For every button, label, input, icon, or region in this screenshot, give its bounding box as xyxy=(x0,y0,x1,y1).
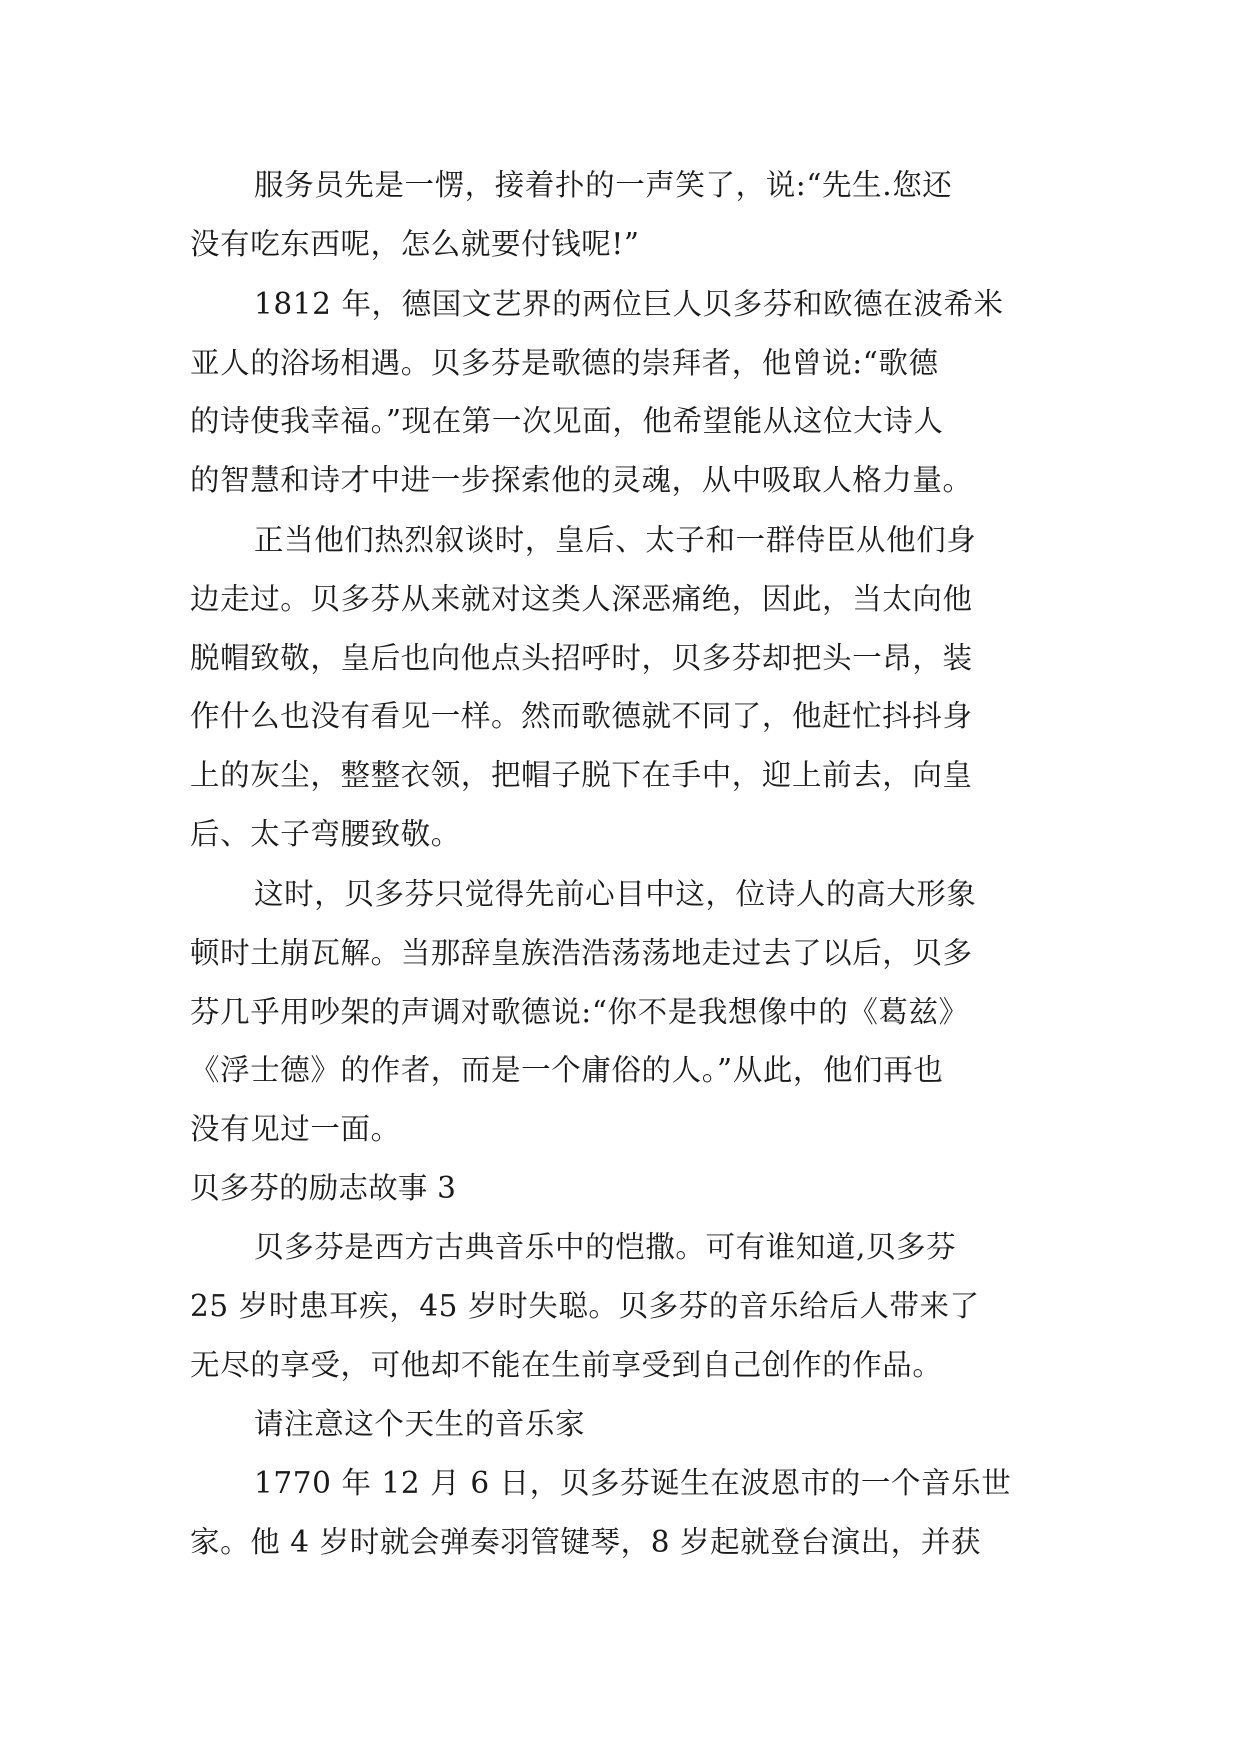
paragraph-line: 1812 年，德国文艺界的两位巨人贝多芬和欧德在波希米 xyxy=(254,287,1004,321)
paragraph-line: 没有见过一面。 xyxy=(190,1112,401,1146)
paragraph-line: 芬几乎用吵架的声调对歌德说:“你不是我想像中的《葛兹》 xyxy=(190,995,969,1029)
paragraph-line: 边走过。贝多芬从来就对这类人深恶痛绝，因此，当太向他 xyxy=(190,582,973,616)
section-heading: 贝多芬的励志故事 3 xyxy=(190,1171,457,1205)
paragraph-line: 作什么也没有看见一样。然而歌德就不同了，他赶忙抖抖身 xyxy=(190,699,973,733)
paragraph-line: 顿时土崩瓦解。当那辞皇族浩浩荡荡地走过去了以后，贝多 xyxy=(190,936,973,970)
paragraph-line: 无尽的享受，可他却不能在生前享受到自己创作的作品。 xyxy=(190,1348,943,1382)
paragraph-line: 上的灰尘，整整衣领，把帽子脱下在手中，迎上前去，向皇 xyxy=(190,758,973,792)
paragraph-line: 家。他 4 岁时就会弹奏羽管键琴，8 岁起就登台演出，并获 xyxy=(190,1525,982,1559)
paragraph-line: 1770 年 12 月 6 日，贝多芬诞生在波恩市的一个音乐世 xyxy=(254,1466,1012,1500)
paragraph-line: 没有吃东西呢，怎么就要付钱呢!” xyxy=(190,227,640,261)
paragraph-line: 贝多芬是西方古典音乐中的恺撒。可有谁知道,贝多芬 xyxy=(254,1230,957,1264)
paragraph-line: 《浮士德》的作者，而是一个庸俗的人。”从此，他们再也 xyxy=(190,1053,944,1087)
paragraph-line: 这时，贝多芬只觉得先前心目中这，位诗人的高大形象 xyxy=(254,877,977,911)
paragraph-line: 后、太子弯腰致敬。 xyxy=(190,817,461,851)
paragraph-line: 脱帽致敬，皇后也向他点头招呼时，贝多芬却把头一昂，装 xyxy=(190,641,973,675)
paragraph-line: 正当他们热烈叙谈时，皇后、太子和一群侍臣从他们身 xyxy=(254,523,977,557)
paragraph-line: 的智慧和诗才中进一步探索他的灵魂，从中吸取人格力量。 xyxy=(190,463,973,497)
paragraph-line: 请注意这个天生的音乐家 xyxy=(254,1407,586,1441)
paragraph-line: 25 岁时患耳疾，45 岁时失聪。贝多芬的音乐给后人带来了 xyxy=(190,1289,980,1323)
paragraph-line: 的诗使我幸福。”现在第一次见面，他希望能从这位大诗人 xyxy=(190,404,944,438)
paragraph-line: 亚人的浴场相遇。贝多芬是歌德的崇拜者，他曾说:“歌德 xyxy=(190,346,939,380)
paragraph-line: 服务员先是一愣，接着扑的一声笑了，说:“先生.您还 xyxy=(254,168,953,202)
